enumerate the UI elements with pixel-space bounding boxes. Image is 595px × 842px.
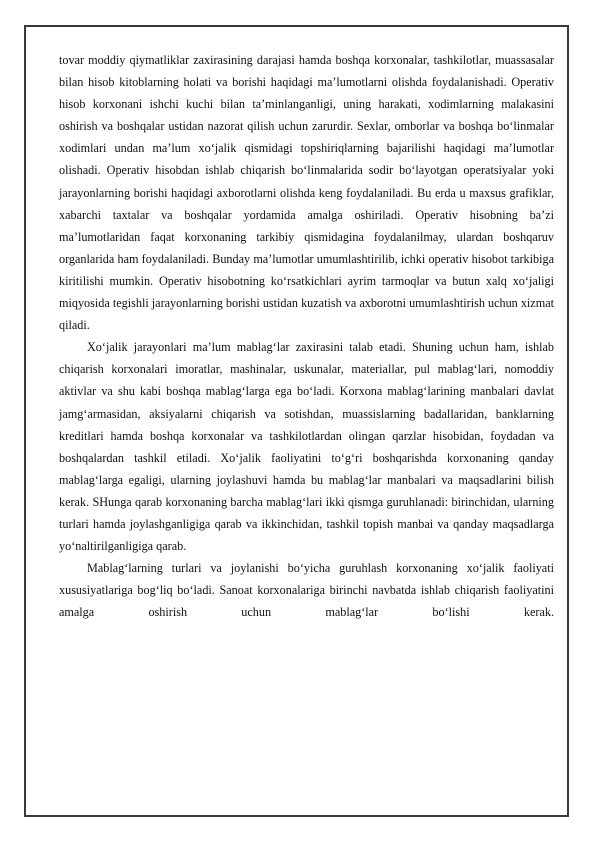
paragraph-operativ-hisob: tovar moddiy qiymatliklar zaxirasining darajasi hamda boshqa korxonalar, tashkilotlar, muassasalar bilan hisob kitoblarning holati va borishi haqidagi ma’lumotlarni olishda foydalanishadi. Operativ hisob korxonani ishchi kuchi bilan ta’minlanganligi, uning harakati, xodimlarning malakasini oshirish va boshqalar ustidan nazorat qilish uchun zarurdir. Sexlar, omborlar va boshqa bo‘linmalar xodimlari undan ma’lum xo‘jalik qismidagi topshiriqlarning bajarilishi haqidagi ma’lumotlar olishadi. Operativ hisobdan ishlab chiqarish bo‘linmalarida sodir bo‘layotgan operatsiyalar yoki jarayonlarning borishi haqidagi axborotlarni olishda keng foydalaniladi. Bu erda u maxsus grafiklar, xabarchi taxtalar va boshqalar yordamida amalga oshiriladi. Operativ hisobning ba’zi ma’lumotlaridan faqat korxonaning tarkibiy qismidagina foydalanilmay, ulardan boshqaruv organlarida ham foydalaniladi. Bunday ma’lumotlar umumlashtirilib, ichki operativ hisobot tarkibiga kiritilishi mumkin. Operativ hisobotning ko‘rsatkichlari ayrim tarmoqlar va butun xalq xo‘jaligi miqyosida tegishli jarayonlarning borishi ustidan kuzatish va axborotni umumlashtirish uchun xizmat qiladi. bbox=[59, 53, 554, 333]
paragraph-xojalik-jarayonlari: Xo‘jalik jarayonlari ma’lum mablag‘lar zaxirasini talab etadi. Shuning uchun ham, ishlab chiqarish korxonalari imoratlar, mashinalar, uskunalar, materiallar, pul mablag‘lari, nomoddiy aktivlar va shu kabi boshqa mablag‘larga ega bo‘ladi. Korxona mablag‘larining manbalari davlat jamg‘armasidan, aksiyalarni chiqarish va sotishdan, muassislarning badallaridan, banklarning kreditlari hamda boshqa korxonalar va tashkilotlardan olingan qarzlar hisobidan, foydadan va boshqalardan tashkil etiladi. Xo‘jalik faoliyatini to‘g‘ri boshqarishda korxonaning qanday mablag‘larga egaligi, ularning joylashuvi hamda bu mablag‘lar manbalari va maqsadlarini bilish kerak. SHunga qarab korxonaning barcha mablag‘lari ikki qismga guruhlanadi: birinchidan, ularning turlari hamda joylashganligiga qarab va ikkinchidan, tashkil topish manbai va qanday maqsadlarga yo‘naltirilganligiga qarab. bbox=[59, 340, 554, 554]
document-body bbox=[59, 49, 554, 623]
paragraph-mablaglar-turlari: Mablag‘larning turlari va joylanishi bo‘yicha guruhlash korxonaning xo‘jalik faoliyati xususiyatlariga bog‘liq bo‘ladi. Sanoat korxonalariga birinchi navbatda ishlab chiqarish faoliyatini amalga oshirish uchun mablag‘lar bo‘lishi kerak. bbox=[59, 561, 554, 620]
